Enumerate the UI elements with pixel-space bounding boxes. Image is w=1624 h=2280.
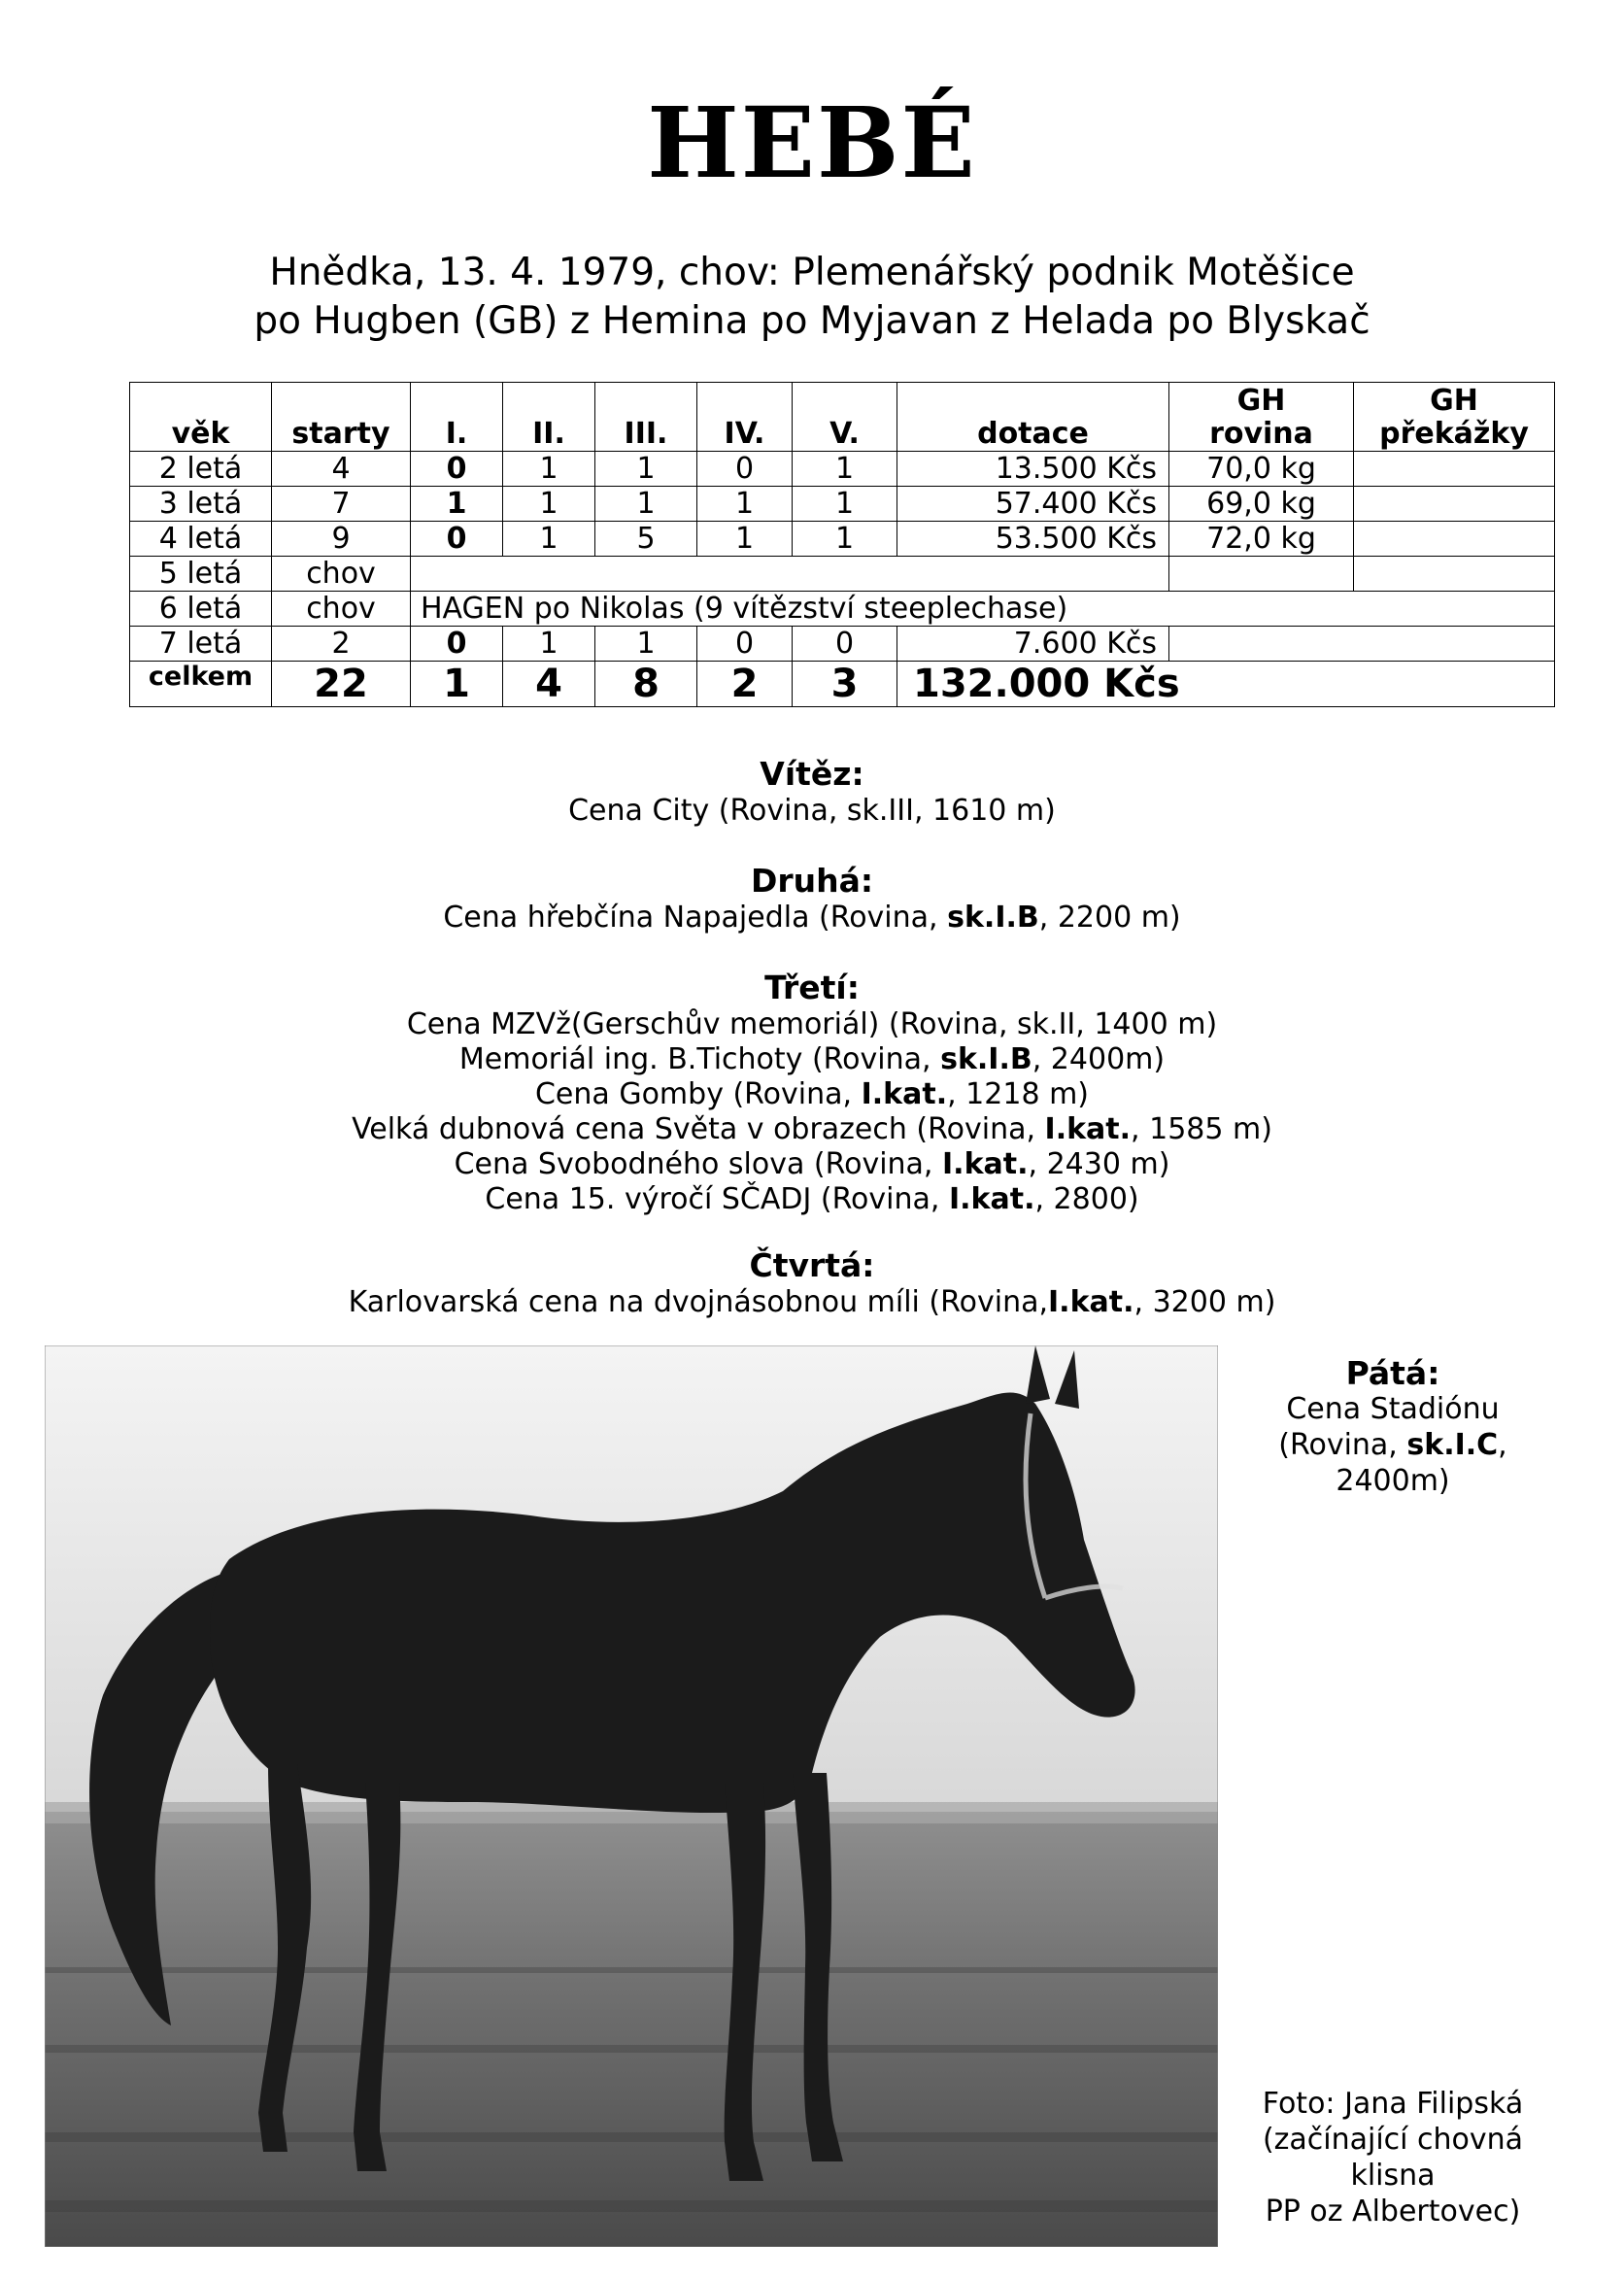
header-starts: starty (272, 383, 411, 452)
header-gh-jump: GH překážky (1354, 383, 1555, 452)
fourth-heading: Čtvrtá: (749, 1246, 875, 1284)
winner-section (0, 755, 1624, 829)
header-fifth: V. (793, 383, 897, 452)
header-first: I. (411, 383, 503, 452)
header-prize: dotace (897, 383, 1169, 452)
fifth-section (1218, 1355, 1568, 1499)
header-age: věk (130, 383, 272, 452)
third-race: Memoriál ing. B.Tichoty (Rovina, sk.I.B, 2400m) (458, 1042, 1166, 1076)
second-section (0, 862, 1624, 936)
table-row: 2 letá 4 0 1 1 0 1 13.500 Kčs 70,0 kg (130, 452, 1555, 487)
photo-credit: Foto: Jana Filipská (1262, 2087, 1524, 2121)
header-second: II. (503, 383, 595, 452)
table-header-row (130, 383, 1555, 452)
horse-details: Hnědka, 13. 4. 1979, chov: Plemenářský podnik Motěšice (269, 251, 1355, 294)
photo-caption-line: (začínající chovná klisna (1262, 2123, 1524, 2193)
page-title: HEBÉ (647, 85, 977, 200)
third-race: Cena Svobodného slova (Rovina, I.kat., 2430 m) (454, 1147, 1170, 1181)
table-row: 3 letá 7 1 1 1 1 1 57.400 Kčs 69,0 kg (130, 487, 1555, 522)
horse-photo (45, 1345, 1218, 2247)
third-heading: Třetí: (764, 969, 860, 1006)
third-race: Cena MZVž(Gerschův memoriál) (Rovina, sk.II, 1400 m) (406, 1007, 1218, 1041)
third-race: Velká dubnová cena Světa v obrazech (Rovina, I.kat., 1585 m) (352, 1112, 1272, 1146)
second-race: Cena hřebčína Napajedla (Rovina, sk.I.B, 2200 m) (443, 901, 1181, 935)
horse-pedigree: po Hugben (GB) z Hemina po Myjavan z Helada po Blyskač (254, 299, 1370, 343)
third-race: Cena 15. výročí SČADJ (Rovina, I.kat., 2800) (485, 1182, 1139, 1216)
fourth-race: Karlovarská cena na dvojnásobnou míli (Rovina,I.kat., 3200 m) (348, 1285, 1276, 1319)
header-third: III. (595, 383, 697, 452)
second-heading: Druhá: (750, 862, 874, 900)
fourth-section (0, 1246, 1624, 1320)
winner-race: Cena City (Rovina, sk.III, 1610 m) (568, 794, 1056, 828)
table-row: 5 letá chov (130, 557, 1555, 592)
race-stats-table (129, 382, 1555, 707)
table-total-row: celkem 22 1 4 8 2 3 132.000 Kčs (130, 662, 1555, 707)
header-fourth: IV. (697, 383, 793, 452)
table-row: 4 letá 9 0 1 5 1 1 53.500 Kčs 72,0 kg (130, 522, 1555, 557)
photo-caption (1218, 2086, 1568, 2229)
winner-heading: Vítěz: (760, 755, 864, 793)
table-row: 6 letá chov HAGEN po Nikolas (9 vítězství steeplechase) (130, 592, 1555, 627)
fifth-race-detail: (Rovina, sk.I.C, 2400m) (1278, 1428, 1507, 1498)
header-gh-flat: GH rovina (1169, 383, 1354, 452)
third-section (0, 969, 1624, 1217)
photo-caption-line: PP oz Albertovec) (1265, 2195, 1521, 2229)
table-row: 7 letá 2 0 1 1 0 0 7.600 Kčs (130, 627, 1555, 662)
fifth-race: Cena Stadiónu (1286, 1392, 1500, 1426)
breeding-note: HAGEN po Nikolas (9 vítězství steeplechase) (411, 592, 1555, 627)
third-race: Cena Gomby (Rovina, I.kat., 1218 m) (534, 1077, 1089, 1111)
fifth-heading: Pátá: (1345, 1354, 1440, 1392)
